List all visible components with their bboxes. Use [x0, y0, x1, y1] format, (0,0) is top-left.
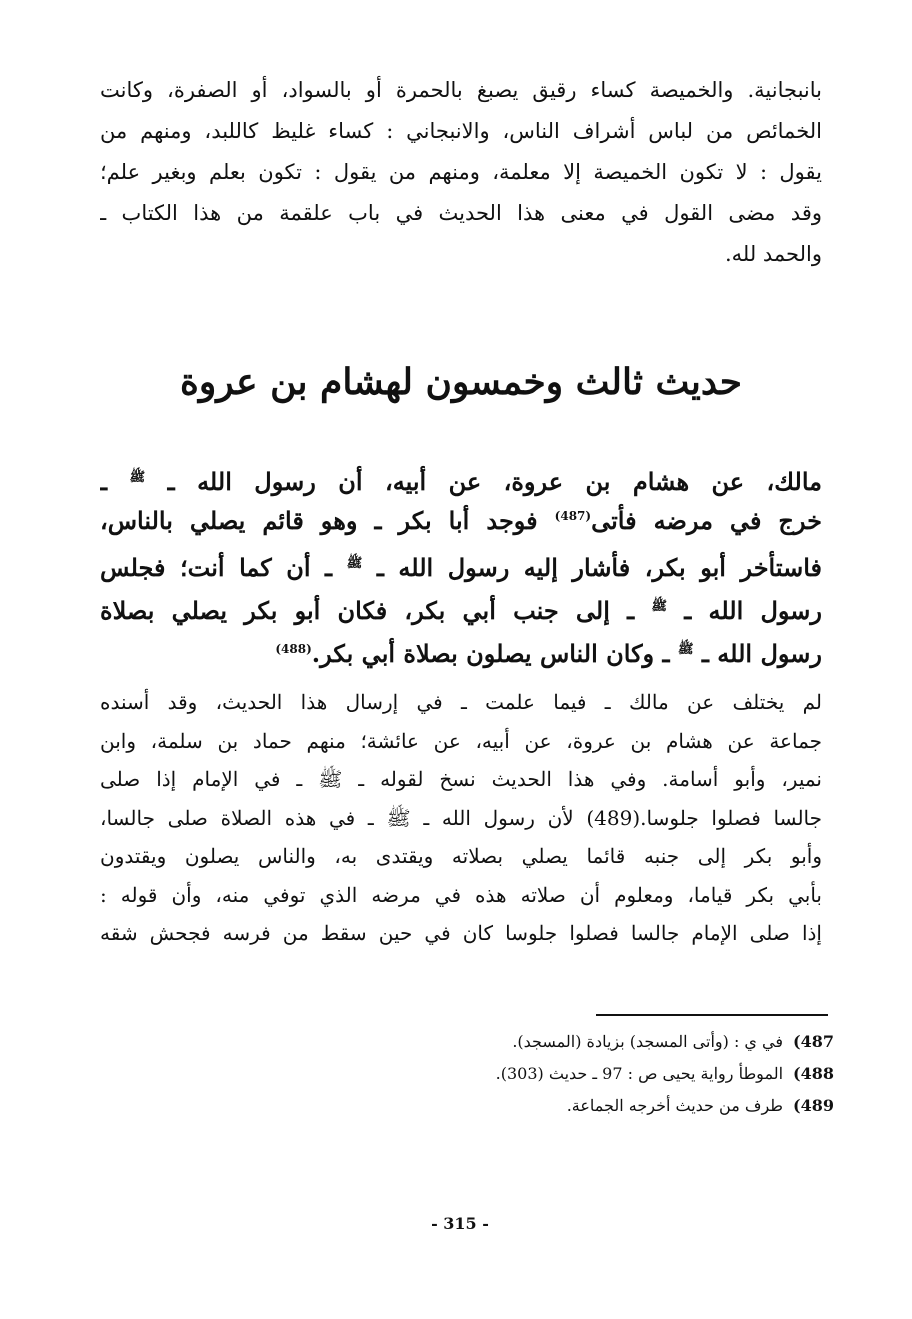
- footnote-divider: [596, 1014, 828, 1016]
- text-line: إذا صلى الإمام جالسا فصلوا جلوسا كان في حين سقط من فرسه فجحش شقه: [100, 921, 822, 945]
- text-line: والحمد لله.: [724, 242, 822, 266]
- hadith-text: [100, 456, 822, 671]
- text-line: لم يختلف عن مالك ـ فيما علمت ـ في إرسال هذا الحديث، وقد أسنده: [100, 690, 822, 714]
- footnote-text: الموطأ رواية يحيى ص : 97 ـ حديث (303).: [495, 1064, 784, 1083]
- salawat-symbol: ﷺ: [129, 470, 146, 485]
- text-line: [100, 628, 822, 671]
- footnote-marker: (488): [275, 642, 312, 656]
- text-segment: رسول الله ـ: [667, 596, 822, 625]
- text-line: بأبي بكر قياما، ومعلوم أن صلاته هذه في مرضه الذي توفي منه، وأن قوله :: [100, 882, 822, 907]
- text-line: [100, 542, 822, 585]
- footnotes: [300, 1026, 834, 1122]
- salawat-symbol: ﷺ: [346, 556, 363, 571]
- page-number: - 315 -: [431, 1214, 489, 1233]
- text-line: جالسا فصلوا جلوسا.(489) لأن رسول الله ـ ﷺ ـ في هذه الصلاة صلى جالسا،: [100, 805, 822, 830]
- footnote-text: طرف من حديث أخرجه الجماعة.: [566, 1096, 784, 1115]
- text-line: [100, 499, 822, 542]
- footnote-item: [300, 1090, 834, 1122]
- salawat-symbol: ﷺ: [677, 642, 694, 657]
- text-line: [100, 585, 822, 628]
- intro-paragraph: [100, 70, 822, 275]
- text-segment: ـ إلى جنب أبي بكر، فكان أبو بكر يصلي بصلاة: [100, 596, 652, 625]
- footnote-number: 488): [793, 1064, 834, 1083]
- text-segment: ـ أن كما أنت؛ فجلس: [100, 553, 347, 582]
- text-line: الخمائص من لباس أشراف الناس، والانبجاني : كساء غليظ كاللبد، ومنهم من: [100, 119, 822, 143]
- text-line: بانبجانية. والخميصة كساء رقيق يصبغ بالحمرة أو بالسواد، أو الصفرة، وكانت: [100, 78, 822, 102]
- text-segment: فوجد أبا بكر ـ وهو قائم يصلي بالناس،: [100, 506, 555, 535]
- text-line: وأبو بكر إلى جنبه قائما يصلي بصلاته ويقتدى به، والناس يصلون ويقتدون: [100, 844, 822, 868]
- text-line: يقول : لا تكون الخميصة إلا معلمة، ومنهم من يقول : تكون بعلم وبغير علم؛: [100, 160, 822, 184]
- text-line: وقد مضى القول في معنى هذا الحديث في باب علقمة من هذا الكتاب ـ: [100, 201, 822, 225]
- footnote-marker: (487): [554, 509, 592, 523]
- footnote-text: في ي : (وأتى المسجد) بزيادة (المسجد).: [512, 1032, 784, 1051]
- commentary-paragraph: [100, 683, 822, 953]
- footnote-item: [300, 1026, 834, 1058]
- text-segment: ـ: [100, 467, 130, 496]
- text-segment: مالك، عن هشام بن عروة، عن أبيه، أن رسول الله ـ: [145, 467, 822, 496]
- text-segment: رسول الله ـ: [693, 639, 822, 668]
- text-line: نمير، وأبو أسامة. وفي هذا الحديث نسخ لقوله ـ ﷺ ـ في الإمام إذا صلى: [100, 767, 822, 791]
- text-segment: ـ وكان الناس يصلون بصلاة أبي بكر.: [311, 639, 678, 668]
- text-segment: خرج في مرضه فأتى: [591, 506, 822, 535]
- salawat-symbol: ﷺ: [651, 599, 668, 614]
- footnote-item: [300, 1058, 834, 1090]
- chapter-heading: حديث ثالث وخمسون لهشام بن عروة: [179, 361, 743, 403]
- footnote-number: 489): [793, 1096, 834, 1115]
- text-segment: فاستأخر أبو بكر، فأشار إليه رسول الله ـ: [362, 553, 822, 582]
- text-line: جماعة عن هشام بن عروة، عن أبيه، عن عائشة؛ منهم حماد بن سلمة، وابن: [100, 728, 822, 753]
- footnote-number: 487): [793, 1032, 834, 1051]
- text-line: [100, 456, 822, 499]
